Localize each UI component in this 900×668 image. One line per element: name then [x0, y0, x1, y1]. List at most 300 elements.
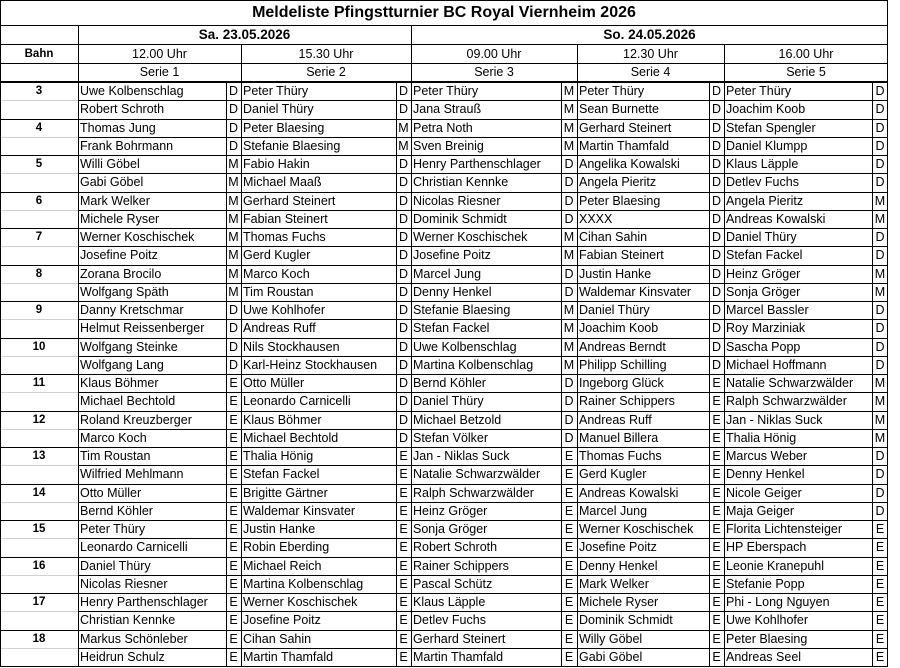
day-header-sunday: So. 24.05.2026: [603, 27, 696, 42]
player-name: Joachim Koob: [579, 321, 659, 336]
player-name: Natalie Schwarzwälder: [413, 467, 541, 482]
player-name: Willi Göbel: [80, 157, 140, 171]
player-name: Gerhard Steinert: [413, 631, 506, 646]
player-name: Dominik Schmidt: [579, 613, 673, 628]
player-name: Andreas Berndt: [579, 339, 666, 354]
league-class: D: [875, 157, 885, 171]
league-class: D: [711, 303, 722, 317]
league-class: D: [398, 193, 409, 208]
player-name: Michael Bechtold: [243, 430, 339, 445]
player-name: Martin Thamfald: [579, 138, 670, 153]
league-class: E: [399, 485, 408, 500]
league-class: D: [875, 230, 885, 244]
league-class: D: [398, 230, 409, 244]
league-class: M: [874, 376, 886, 390]
grid-line: [78, 392, 888, 393]
player-name: Otto Müller: [243, 376, 305, 390]
player-name: Thomas Jung: [80, 120, 156, 135]
grid-line: [0, 155, 888, 156]
player-name: Roland Kreuzberger: [80, 412, 192, 427]
player-name: Peter Thüry: [413, 84, 479, 98]
league-class: E: [229, 376, 238, 390]
player-name: Thalia Hönig: [726, 430, 797, 445]
player-name: Angela Pieritz: [726, 193, 804, 208]
league-class: D: [398, 157, 409, 171]
player-name: Denny Henkel: [413, 284, 492, 299]
grid-line: [0, 301, 888, 302]
league-class: E: [229, 576, 238, 591]
grid-line: [241, 44, 242, 666]
grid-line: [577, 44, 578, 666]
league-class: E: [875, 613, 885, 628]
grid-line: [0, 338, 888, 339]
league-class: E: [229, 449, 238, 463]
league-class: D: [398, 211, 409, 226]
player-name: Waldemar Kinsvater: [579, 284, 692, 299]
league-class: D: [875, 102, 885, 117]
player-name: Tim Roustan: [243, 284, 314, 299]
league-class: D: [711, 230, 722, 244]
player-name: Florita Lichtensteiger: [726, 522, 843, 536]
player-name: Zorana Brocilo: [80, 266, 162, 281]
league-class: M: [874, 394, 886, 409]
player-name: Marcel Bassler: [726, 303, 809, 317]
player-name: Peter Thüry: [579, 84, 645, 98]
player-name: Nicolas Riesner: [80, 576, 168, 591]
grid-line: [0, 538, 78, 539]
grid-line: [0, 210, 78, 211]
league-class: D: [875, 120, 885, 135]
league-class: M: [563, 102, 575, 117]
league-class: D: [228, 120, 239, 135]
player-name: Uwe Kolbenschlag: [80, 84, 184, 98]
player-name: Heinz Gröger: [726, 266, 801, 281]
player-name: Peter Blaesing: [726, 631, 808, 646]
player-name: Marco Koch: [243, 266, 310, 281]
grid-line: [0, 173, 78, 174]
player-name: Daniel Thüry: [413, 394, 484, 409]
player-name: Stefan Fackel: [413, 321, 490, 336]
player-name: Angela Pieritz: [579, 175, 657, 190]
grid-line: [78, 575, 888, 576]
player-name: Leonardo Carnicelli: [243, 394, 351, 409]
league-class: D: [398, 284, 409, 299]
player-name: Marco Koch: [80, 430, 147, 445]
grid-line: [0, 666, 888, 667]
league-class: E: [875, 595, 885, 609]
league-class: D: [564, 266, 574, 281]
grid-line: [0, 392, 78, 393]
session-time: 12.00 Uhr: [132, 47, 187, 61]
grid-line: [78, 137, 888, 138]
league-class: D: [875, 175, 885, 190]
league-class: D: [398, 266, 409, 281]
player-name: Andreas Ruff: [243, 321, 316, 336]
grid-line: [78, 173, 888, 174]
session-serie: Serie 1: [139, 65, 180, 79]
player-name: Justin Hanke: [243, 522, 316, 536]
league-class: E: [875, 558, 885, 573]
session-serie: Serie 5: [786, 65, 826, 79]
player-name: Thomas Fuchs: [243, 230, 326, 244]
league-class: D: [564, 211, 574, 226]
league-class: D: [711, 102, 722, 117]
grid-line: [0, 63, 888, 64]
league-class: D: [711, 211, 722, 226]
league-class: E: [712, 558, 721, 573]
league-class: E: [875, 576, 885, 591]
league-class: D: [398, 321, 409, 336]
league-class: E: [229, 467, 238, 482]
league-class: E: [229, 485, 238, 500]
league-class: M: [563, 339, 575, 354]
league-class: M: [563, 138, 575, 153]
player-name: Markus Schönleber: [80, 631, 188, 646]
league-class: D: [875, 339, 885, 354]
grid-line: [78, 538, 888, 539]
day-header-saturday: Sa. 23.05.2026: [198, 27, 291, 42]
league-class: E: [564, 558, 574, 573]
lane-number: 17: [32, 596, 46, 608]
league-class: E: [229, 394, 238, 409]
league-class: M: [874, 412, 886, 427]
grid-line: [411, 25, 412, 666]
player-name: Denny Henkel: [579, 558, 658, 573]
league-class: M: [563, 230, 575, 244]
league-class: E: [564, 522, 574, 536]
player-name: Dominik Schmidt: [413, 211, 507, 226]
grid-line: [872, 82, 873, 666]
league-class: D: [228, 357, 239, 372]
grid-line: [78, 356, 888, 357]
grid-line: [0, 465, 78, 466]
league-class: D: [564, 157, 574, 171]
grid-line: [78, 611, 888, 612]
grid-line: [0, 100, 78, 101]
league-class: D: [564, 376, 574, 390]
league-class: M: [228, 248, 239, 263]
league-class: D: [875, 248, 885, 263]
player-name: Sean Burnette: [579, 102, 659, 117]
league-class: E: [564, 503, 574, 518]
player-name: Waldemar Kinsvater: [243, 503, 356, 518]
player-name: Jana Strauß: [413, 102, 482, 117]
league-class: M: [228, 266, 239, 281]
league-class: E: [399, 540, 408, 555]
lane-number: 12: [32, 413, 46, 426]
league-class: E: [399, 522, 408, 536]
player-name: Manuel Billera: [579, 430, 659, 445]
player-name: Stefan Völker: [413, 430, 489, 445]
league-class: E: [564, 649, 574, 664]
lane-number: 6: [35, 194, 43, 207]
league-class: D: [564, 394, 574, 409]
player-name: Danny Kretschmar: [80, 303, 184, 317]
league-class: M: [874, 211, 886, 226]
player-name: Stefanie Popp: [726, 576, 805, 591]
player-name: Daniel Thüry: [726, 230, 797, 244]
grid-line: [0, 82, 888, 83]
league-class: D: [711, 138, 722, 153]
grid-line: [78, 210, 888, 211]
league-class: E: [712, 449, 721, 463]
grid-line: [78, 283, 888, 284]
player-name: Stefan Fackel: [726, 248, 803, 263]
grid-line: [0, 192, 888, 193]
league-class: D: [711, 248, 722, 263]
lane-number: 4: [35, 121, 43, 134]
league-class: D: [398, 84, 409, 98]
league-class: D: [875, 357, 885, 372]
player-name: Jan - Niklas Suck: [726, 412, 823, 427]
league-class: D: [875, 303, 885, 317]
player-name: Nicolas Riesner: [413, 193, 501, 208]
league-class: D: [711, 339, 722, 354]
league-class: M: [228, 211, 239, 226]
player-name: Sascha Popp: [726, 339, 801, 354]
grid-line: [0, 44, 888, 45]
league-class: E: [712, 376, 721, 390]
grid-line: [78, 648, 888, 649]
league-class: M: [563, 84, 575, 98]
player-name: Robert Schroth: [80, 102, 165, 117]
player-name: Fabio Hakin: [243, 157, 310, 171]
league-class: M: [563, 303, 575, 317]
player-name: Martina Kolbenschlag: [413, 357, 534, 372]
lane-number: 15: [32, 523, 46, 535]
player-name: Klaus Böhmer: [243, 412, 322, 427]
player-name: Josefine Poitz: [413, 248, 491, 263]
player-name: Willy Göbel: [579, 631, 643, 646]
league-class: D: [228, 84, 239, 98]
player-name: Ingeborg Glück: [579, 376, 664, 390]
player-name: Gerhard Steinert: [579, 120, 672, 135]
league-class: D: [228, 102, 239, 117]
grid-line: [0, 593, 888, 594]
league-class: D: [875, 467, 885, 482]
player-name: Mark Welker: [80, 193, 150, 208]
player-name: Thomas Fuchs: [579, 449, 662, 463]
session-time: 16.00 Uhr: [778, 47, 834, 61]
league-class: D: [398, 357, 409, 372]
league-class: D: [398, 412, 409, 427]
player-name: Sonja Gröger: [413, 522, 488, 536]
player-name: Andreas Ruff: [579, 412, 652, 427]
player-name: Sonja Gröger: [726, 284, 801, 299]
player-name: Wilfried Mehlmann: [80, 467, 184, 482]
player-name: Stefanie Blaesing: [243, 138, 341, 153]
player-name: Henry Parthenschlager: [413, 157, 541, 171]
league-class: E: [712, 430, 721, 445]
league-class: M: [398, 138, 409, 153]
league-class: D: [711, 157, 722, 171]
lane-number: 9: [35, 304, 43, 316]
league-class: E: [564, 576, 574, 591]
session-time: 09.00 Uhr: [466, 47, 522, 61]
league-class: E: [399, 467, 408, 482]
player-name: Rainer Schippers: [579, 394, 675, 409]
player-name: Bernd Köhler: [80, 503, 153, 518]
player-name: Gabi Göbel: [579, 649, 643, 664]
player-name: Werner Koschischek: [243, 595, 358, 609]
grid-line: [0, 502, 78, 503]
player-name: Philipp Schilling: [579, 357, 667, 372]
league-class: E: [875, 649, 885, 664]
player-name: Martina Kolbenschlag: [243, 576, 364, 591]
league-class: D: [711, 120, 722, 135]
grid-line: [78, 319, 888, 320]
league-class: M: [563, 357, 575, 372]
player-name: Josefine Poitz: [579, 540, 657, 555]
grid-line: [0, 119, 888, 120]
league-class: E: [712, 503, 721, 518]
league-class: D: [711, 284, 722, 299]
league-class: E: [564, 595, 574, 609]
league-class: D: [711, 175, 722, 190]
lane-number: 13: [32, 450, 46, 462]
player-name: Pascal Schütz: [413, 576, 493, 591]
player-name: Andreas Kowalski: [726, 211, 826, 226]
player-name: Uwe Kolbenschlag: [413, 339, 517, 354]
player-name: Robert Schroth: [413, 540, 498, 555]
player-name: Daniel Thüry: [579, 303, 650, 317]
league-class: D: [564, 193, 574, 208]
league-class: D: [711, 84, 722, 98]
league-class: E: [712, 576, 721, 591]
grid-line: [78, 100, 888, 101]
grid-line: [396, 82, 397, 666]
sheet-title: Meldeliste Pfingstturnier BC Royal Viernheim 2026: [252, 4, 636, 21]
player-name: Michele Ryser: [579, 595, 659, 609]
player-name: Heidrun Schulz: [80, 649, 165, 664]
lane-number: 18: [32, 632, 46, 645]
player-name: Daniel Thüry: [243, 102, 314, 117]
grid-line: [0, 0, 888, 1]
lane-number: 14: [32, 486, 46, 499]
league-class: E: [399, 503, 408, 518]
player-name: Mark Welker: [579, 576, 649, 591]
player-name: Michael Maaß: [243, 175, 322, 190]
player-name: Heinz Gröger: [413, 503, 488, 518]
player-name: Bernd Köhler: [413, 376, 486, 390]
player-name: Maja Geiger: [726, 503, 795, 518]
grid-line: [226, 82, 227, 666]
player-name: Uwe Kohlhofer: [243, 303, 325, 317]
player-name: Werner Koschischek: [413, 230, 528, 244]
league-class: M: [398, 120, 409, 135]
player-name: Leonie Kranepuhl: [726, 558, 824, 573]
league-class: E: [564, 467, 574, 482]
player-name: Daniel Thüry: [80, 558, 151, 573]
grid-line: [724, 44, 725, 666]
player-name: Gerhard Steinert: [243, 193, 336, 208]
grid-line: [0, 611, 78, 612]
player-name: Stefan Spengler: [726, 120, 816, 135]
league-class: E: [712, 467, 721, 482]
session-time: 12.30 Uhr: [623, 47, 678, 61]
grid-line: [0, 648, 78, 649]
grid-line: [0, 283, 78, 284]
grid-line: [0, 484, 888, 485]
player-name: Christian Kennke: [413, 175, 509, 190]
league-class: D: [228, 303, 239, 317]
grid-line: [0, 557, 888, 558]
league-class: M: [874, 430, 886, 445]
league-class: D: [564, 430, 574, 445]
player-name: Klaus Böhmer: [80, 376, 159, 390]
player-name: Peter Thüry: [80, 522, 146, 536]
player-name: Michele Ryser: [80, 211, 160, 226]
player-name: Natalie Schwarzwälder: [726, 376, 854, 390]
player-name: Rainer Schippers: [413, 558, 509, 573]
player-name: Marcel Jung: [413, 266, 482, 281]
grid-line: [78, 465, 888, 466]
player-name: Klaus Läpple: [413, 595, 486, 609]
grid-line: [78, 429, 888, 430]
league-class: M: [228, 284, 239, 299]
league-class: E: [564, 540, 574, 555]
grid-line: [0, 25, 888, 26]
league-class: E: [712, 631, 721, 646]
lane-number: 10: [32, 340, 46, 353]
player-name: Jan - Niklas Suck: [413, 449, 510, 463]
league-class: D: [875, 84, 885, 98]
player-name: Peter Thüry: [726, 84, 792, 98]
league-class: D: [711, 266, 722, 281]
grid-line: [0, 228, 888, 229]
league-class: E: [564, 449, 574, 463]
player-name: Andreas Kowalski: [579, 485, 679, 500]
lane-number: 8: [35, 267, 43, 280]
player-name: Daniel Klumpp: [726, 138, 808, 153]
session-serie: Serie 4: [630, 65, 671, 79]
league-class: E: [229, 540, 238, 555]
league-class: E: [875, 540, 885, 555]
lane-number: 16: [32, 559, 46, 572]
league-class: E: [399, 649, 408, 664]
player-name: Ralph Schwarzwälder: [726, 394, 847, 409]
league-class: D: [711, 193, 722, 208]
player-name: Brigitte Gärtner: [243, 485, 328, 500]
grid-line: [0, 265, 888, 266]
grid-line: [0, 137, 78, 138]
league-class: D: [875, 138, 885, 153]
league-class: E: [229, 558, 238, 573]
player-name: Thalia Hönig: [243, 449, 314, 463]
player-name: Denny Henkel: [726, 467, 805, 482]
grid-line: [0, 319, 78, 320]
grid-line: [0, 411, 888, 412]
league-class: E: [564, 485, 574, 500]
player-name: Nicole Geiger: [726, 485, 802, 500]
league-class: D: [711, 357, 722, 372]
league-class: M: [874, 193, 886, 208]
league-class: M: [874, 266, 886, 281]
league-class: E: [712, 522, 721, 536]
league-class: E: [229, 412, 238, 427]
league-class: D: [398, 394, 409, 409]
league-class: D: [398, 303, 409, 317]
player-name: Cihan Sahin: [579, 230, 648, 244]
league-class: E: [229, 503, 238, 518]
grid-line: [0, 356, 78, 357]
player-name: Nils Stockhausen: [243, 339, 340, 354]
league-class: D: [228, 138, 239, 153]
grid-line: [78, 246, 888, 247]
player-name: Roy Marziniak: [726, 321, 806, 336]
league-class: D: [398, 102, 409, 117]
bahn-header: Bahn: [24, 48, 54, 60]
